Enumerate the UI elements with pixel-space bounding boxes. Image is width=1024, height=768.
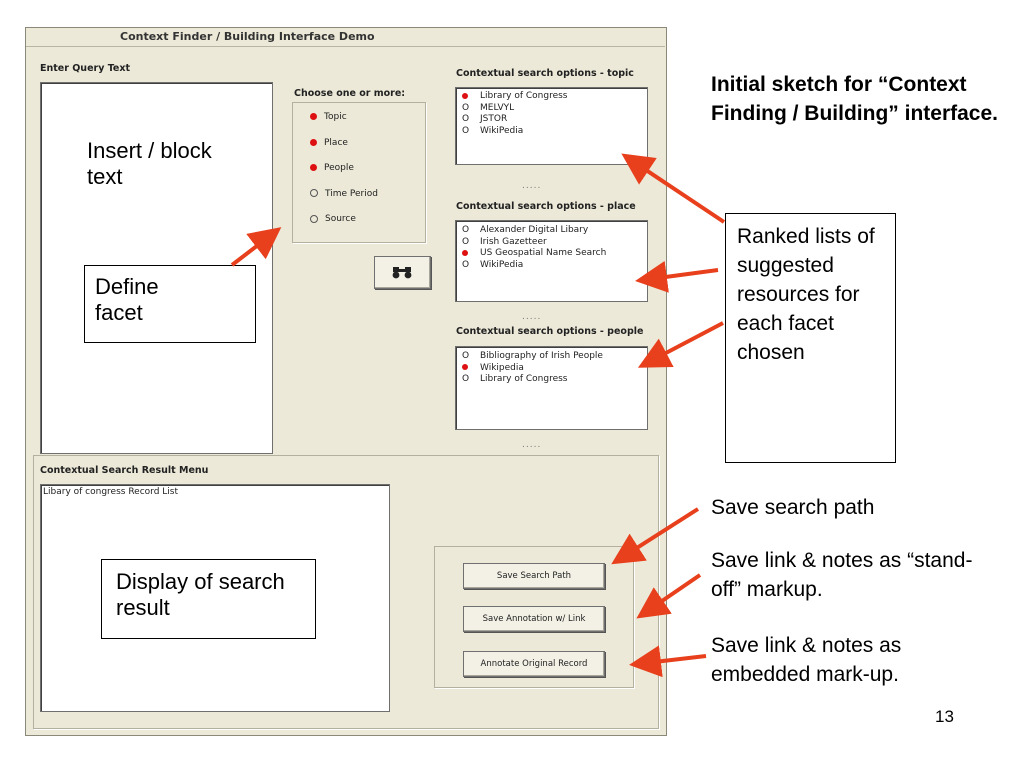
ranked-lists-callout: Ranked lists of suggested resources for each facet chosen bbox=[725, 213, 896, 463]
facet-group-label: Choose one or more: bbox=[294, 88, 406, 99]
unselected-ring-icon: O bbox=[462, 102, 470, 113]
unselected-ring-icon: O bbox=[462, 125, 470, 136]
arrow-place-list bbox=[643, 270, 718, 280]
unselected-ring-icon: O bbox=[462, 351, 470, 361]
facet-option-people[interactable]: People bbox=[310, 160, 378, 186]
facet-option-topic[interactable]: Topic bbox=[310, 109, 378, 135]
unselected-ring-icon: O bbox=[462, 114, 470, 124]
display-result-callout: Display of search result bbox=[101, 559, 316, 639]
facet-option-source[interactable]: Source bbox=[310, 211, 378, 237]
define-facet-callout: Define facet bbox=[84, 265, 256, 343]
ellipsis: ..... bbox=[522, 312, 542, 322]
save-search-path-button[interactable]: Save Search Path bbox=[463, 563, 605, 589]
list-item[interactable]: O Irish Gazetteer bbox=[456, 237, 647, 249]
arrow-topic-list bbox=[628, 158, 724, 222]
result-menu-label: Contextual Search Result Menu bbox=[40, 465, 209, 476]
facet-option-time-period[interactable]: Time Period bbox=[310, 186, 378, 212]
unselected-ring-icon: O bbox=[462, 259, 470, 270]
ellipsis: ..... bbox=[522, 181, 542, 191]
arrow-people-list bbox=[645, 323, 723, 364]
list-item[interactable]: Library of Congress bbox=[456, 91, 647, 103]
list-item[interactable]: O WikiPedia bbox=[456, 260, 647, 272]
unselected-ring-icon: O bbox=[462, 374, 470, 384]
list-item[interactable]: O MELVYL bbox=[456, 103, 647, 115]
query-label: Enter Query Text bbox=[40, 63, 131, 74]
note-save-search-path: Save search path bbox=[711, 496, 875, 519]
save-annotation-button[interactable]: Save Annotation w/ Link bbox=[463, 606, 605, 632]
unselected-ring-icon: O bbox=[462, 225, 470, 235]
note-standoff: Save link & notes as “stand-off” markup. bbox=[711, 549, 973, 601]
note-embedded: Save link & notes as embedded mark-up. bbox=[711, 634, 902, 686]
list-item[interactable]: Wikipedia bbox=[456, 363, 647, 375]
topic-list-label: Contextual search options - topic bbox=[456, 68, 634, 79]
annotate-original-button[interactable]: Annotate Original Record bbox=[463, 651, 605, 677]
arrow-save-search-path bbox=[618, 509, 698, 560]
ellipsis: ..... bbox=[522, 440, 542, 450]
place-list-label: Contextual search options - place bbox=[456, 201, 636, 212]
arrow-save-annotation bbox=[643, 575, 700, 614]
list-item[interactable]: US Geospatial Name Search bbox=[456, 248, 647, 260]
list-item[interactable]: O Alexander Digital Libary bbox=[456, 225, 647, 237]
result-first-line: Libary of congress Record List bbox=[43, 487, 179, 497]
page-number: 13 bbox=[935, 707, 954, 726]
facet-option-place[interactable]: Place bbox=[310, 135, 378, 161]
unselected-ring-icon: O bbox=[462, 236, 470, 247]
people-list-label: Contextual search options - people bbox=[456, 326, 644, 337]
window-title: Context Finder / Building Interface Demo bbox=[120, 30, 375, 43]
slide-heading: Initial sketch for “Context Finding / Building” interface. bbox=[711, 73, 998, 125]
query-annotation: Insert / block text bbox=[87, 138, 212, 189]
list-item[interactable]: O JSTOR bbox=[456, 114, 647, 126]
list-item[interactable]: O WikiPedia bbox=[456, 126, 647, 138]
arrow-annotate-original bbox=[637, 656, 706, 664]
list-item[interactable]: O Bibliography of Irish People bbox=[456, 351, 647, 363]
list-item[interactable]: O Library of Congress bbox=[456, 374, 647, 386]
arrow-define-facet bbox=[232, 232, 275, 265]
